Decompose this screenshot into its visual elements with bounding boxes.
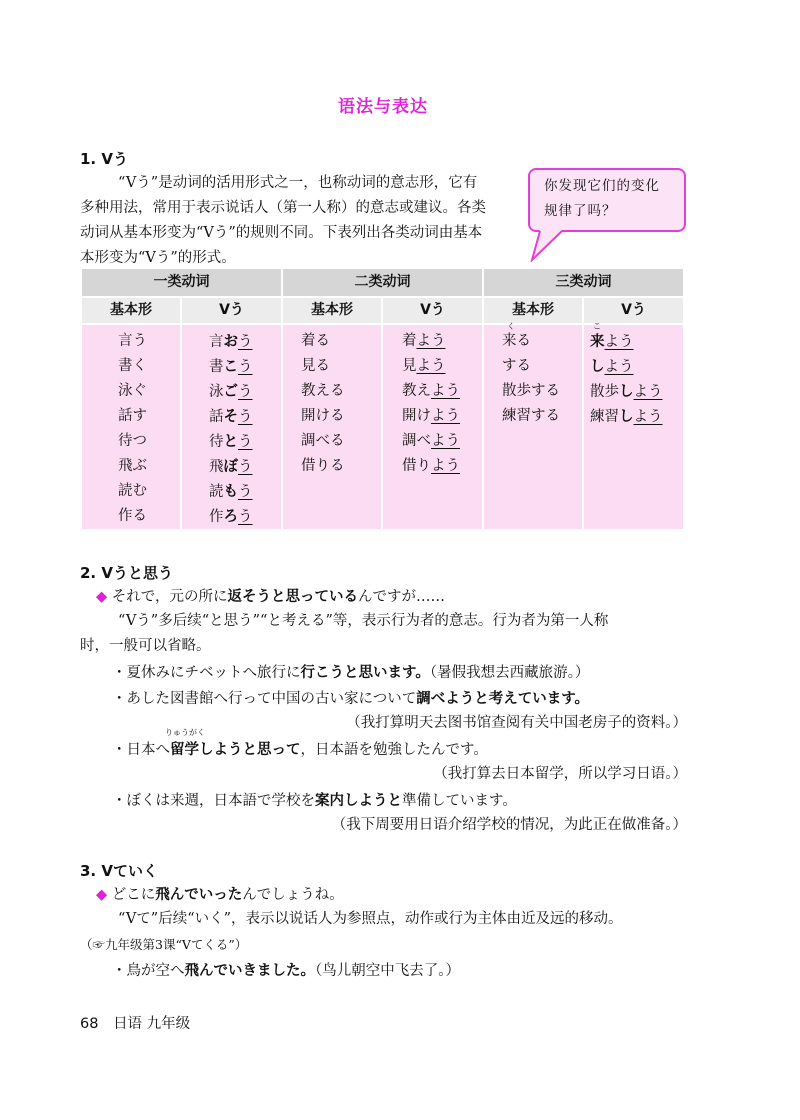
group-header-2: 二类动词 (283, 269, 482, 296)
verb-base: 調べる (301, 433, 345, 449)
sentence-translation: （鸟儿朝空中飞去了。） (315, 963, 460, 979)
sub-header-base-3: 基本形 (484, 298, 582, 323)
example-bold: 返そうと思っている (227, 588, 358, 605)
section-2-heading: 2. Vうと思う (80, 564, 173, 582)
verb-changed-kana: ご (223, 383, 238, 400)
verb-ending: う (238, 384, 253, 400)
verb-base: 話す (118, 408, 147, 424)
verb-ending: よう (604, 359, 634, 375)
verb-volitional (402, 354, 460, 379)
verb-base: 来る (502, 333, 531, 349)
sentence-bold: 飛んでいきました。 (184, 962, 315, 979)
example-translation-4: （我下周要用日语介绍学校的情况，为此正在做准备。） (331, 817, 687, 833)
verb-volitional (590, 379, 663, 404)
verb-base: 作る (118, 508, 147, 524)
section-2-desc-2: 时，一般可以省略。 (80, 638, 211, 654)
sub-header-base-1: 基本形 (82, 298, 180, 323)
section-2-desc-1: “Vう”多后续“と思う”“と考える”等，表示行为者的意志。行为者为第一人称 (118, 613, 609, 629)
page-footer (80, 1012, 190, 1033)
verb-base: 散歩する (502, 383, 560, 399)
sentence-bold: 案内しようと (315, 792, 402, 809)
verb-ending: う (238, 484, 253, 500)
page-number: 68 (80, 1016, 99, 1032)
verb-ending: う (238, 459, 253, 475)
verb-changed-kana: し (619, 383, 634, 400)
hint-line-1: 你发现它们的变化 (544, 178, 660, 194)
example-sentence-1 (112, 660, 589, 686)
verb-changed-kana: ぼ (223, 458, 238, 475)
verb-ending: う (238, 509, 253, 525)
ruby-reading: こ (593, 322, 601, 331)
verb-stem: 読 (209, 484, 224, 500)
section-3-example (96, 882, 344, 908)
sub-header-base-2: 基本形 (283, 298, 381, 323)
verb-ending: う (238, 409, 253, 425)
verb-volitional (209, 454, 253, 479)
verb-volitional (402, 429, 460, 454)
verb-volitional (402, 404, 460, 429)
verb-changed-kana: と (223, 433, 238, 450)
example-translation-2: （我打算明天去图书馆查阅有关中国老房子的资料。） (346, 715, 687, 731)
section-1-heading: 1. Vう (80, 150, 128, 168)
verb-ending: よう (431, 433, 460, 449)
verb-ending: う (238, 359, 253, 375)
example-sentence-3 (112, 737, 488, 763)
sentence-text: ・ぼくは来週，日本語で学校を (112, 793, 315, 809)
example-sentence-5 (112, 958, 460, 984)
verb-stem: 作 (209, 509, 224, 525)
verb-volitional (209, 329, 253, 354)
verb-stem: 言 (209, 334, 224, 350)
diamond-icon: ◆ (96, 887, 108, 903)
verb-volitional (402, 329, 460, 354)
example-bold: 飛んでいった (155, 886, 243, 903)
section-1-line-2: 多种用法，常用于表示说话人（第一人称）的意志或建议。各类 (80, 200, 486, 216)
sentence-bold: 調べようと考えています。 (416, 690, 590, 707)
verb-ending: よう (431, 408, 460, 424)
verb-changed-kana: 来 (590, 333, 605, 350)
verb-stem: 開け (402, 408, 431, 424)
verb-ending: よう (416, 333, 446, 349)
sub-header-volitional-2: Vう (383, 298, 482, 323)
verb-volitional (209, 479, 253, 504)
verb-base: 泳ぐ (118, 383, 147, 399)
sentence-text: 準備しています。 (402, 793, 517, 809)
group1-volitional-list (209, 329, 253, 529)
verb-volitional (590, 329, 663, 354)
verb-ending: よう (604, 334, 634, 350)
verb-stem: 散歩 (590, 384, 619, 400)
verb-stem: 飛 (209, 459, 224, 475)
verb-ending: よう (431, 458, 460, 474)
ruby-reading: りゅうがく (165, 728, 205, 737)
verb-changed-kana: こ (223, 358, 238, 375)
group2-base-list (301, 329, 345, 479)
group3-volitional-list (590, 329, 663, 429)
verb-base: 借りる (301, 458, 345, 474)
verb-volitional (590, 354, 663, 379)
sentence-text: ・あした図書館へ行って中国の古い家について (112, 691, 417, 707)
sentence-text: ，日本語を勉強したんです。 (300, 742, 488, 758)
group3-base-list (502, 329, 560, 429)
example-sentence-2 (112, 686, 589, 712)
verb-volitional (209, 354, 253, 379)
verb-base: 着る (301, 333, 330, 349)
verb-base: 飛ぶ (118, 458, 147, 474)
sentence-bold: 留学しようと思って (170, 741, 301, 758)
hint-bubble (528, 168, 686, 232)
verb-volitional (209, 429, 253, 454)
verb-volitional (209, 379, 253, 404)
hint-line-2: 规律了吗？ (544, 203, 617, 219)
verb-volitional (590, 404, 663, 429)
sentence-text: ・鳥が空へ (112, 963, 185, 979)
diamond-icon: ◆ (96, 589, 108, 605)
verb-base: する (502, 358, 531, 374)
sub-header-volitional-3: Vう (584, 298, 683, 323)
verb-stem: 練習 (590, 409, 619, 425)
verb-ending: う (238, 334, 253, 350)
example-text: んですが…… (357, 589, 445, 605)
example-sentence-4 (112, 788, 517, 814)
bubble-tail (526, 228, 566, 262)
verb-ending: よう (633, 409, 663, 425)
verb-stem: 調べ (402, 433, 431, 449)
verb-ending: よう (633, 384, 663, 400)
verb-stem: 待 (209, 434, 224, 450)
verb-ending: よう (431, 383, 460, 399)
sentence-text: ・日本へ (112, 742, 170, 758)
sub-header-volitional-1: Vう (182, 298, 281, 323)
verb-volitional (209, 404, 253, 429)
verb-changed-kana: ろ (223, 508, 238, 525)
verb-stem: 泳 (209, 384, 224, 400)
section-1-line-1: “Vう”是动词的活用形式之一，也称动词的意志形，它有 (118, 175, 478, 191)
sentence-text: ・夏休みにチベットへ旅行に (112, 665, 301, 681)
ruby-reading: く (507, 322, 515, 331)
verb-base: 見る (301, 358, 330, 374)
verb-changed-kana: し (619, 408, 634, 425)
section-3-reference: （☞九年级第3课“Vてくる”） (80, 937, 248, 952)
verb-stem: 教え (402, 383, 431, 399)
section-3-desc: “Vて”后续“いく”，表示以说话人为参照点，动作或行为主体由近及远的移动。 (118, 911, 623, 927)
book-title: 日语 九年级 (113, 1016, 191, 1032)
verb-ending: う (238, 434, 253, 450)
verb-volitional (402, 454, 460, 479)
verb-volitional (402, 379, 460, 404)
verb-changed-kana: し (590, 358, 605, 375)
group1-base-list (118, 329, 147, 529)
verb-base: 開ける (301, 408, 345, 424)
sentence-bold: 行こうと思います。 (300, 664, 430, 681)
verb-stem: 着 (402, 333, 417, 349)
group-header-3: 三类动词 (484, 269, 683, 296)
verb-base: 練習する (502, 408, 560, 424)
verb-base: 読む (118, 483, 147, 499)
sentence-translation: （暑假我想去西藏旅游。） (429, 665, 590, 681)
conjugation-table (82, 269, 683, 529)
verb-stem: 見 (402, 358, 417, 374)
example-text: んでしょうね。 (242, 887, 344, 903)
verb-changed-kana: も (223, 483, 238, 500)
verb-base: 書く (118, 358, 147, 374)
example-translation-3: （我打算去日本留学，所以学习日语。） (433, 766, 687, 782)
section-1-line-3: 动词从基本形变为“Vう”的规则不同。下表列出各类动词由基本 (80, 225, 483, 241)
section-2-example (96, 584, 445, 610)
verb-base: 待つ (118, 433, 147, 449)
section-3-heading: 3. Vていく (80, 862, 158, 880)
verb-stem: 書 (209, 359, 224, 375)
verb-stem: 借り (402, 458, 431, 474)
verb-ending: よう (416, 358, 446, 374)
verb-base: 言う (118, 333, 147, 349)
verb-changed-kana: お (223, 333, 238, 350)
verb-base: 教える (301, 383, 345, 399)
page-title: 语法与表达 (338, 97, 428, 117)
example-text: どこに (111, 887, 156, 903)
example-text: それで，元の所に (111, 589, 228, 605)
verb-stem: 話 (209, 409, 224, 425)
group2-volitional-list (402, 329, 460, 479)
group-header-1: 一类动词 (82, 269, 281, 296)
verb-changed-kana: そ (223, 408, 238, 425)
verb-volitional (209, 504, 253, 529)
section-1-line-4: 本形变为“Vう”的形式。 (80, 250, 236, 266)
